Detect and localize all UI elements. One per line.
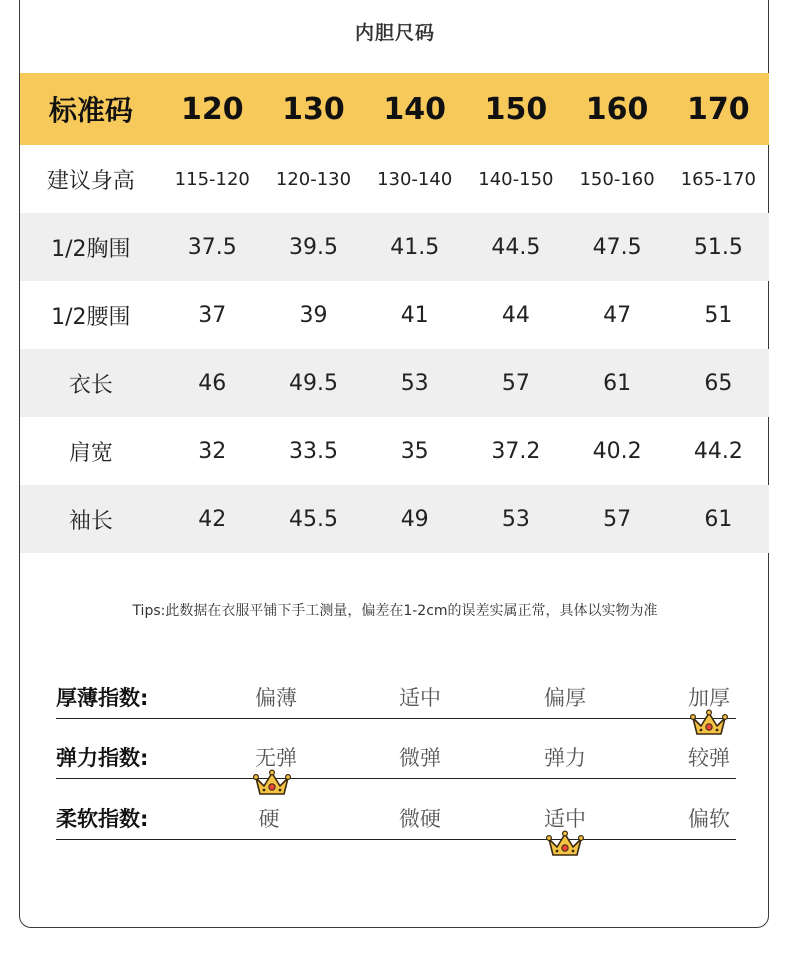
table-cell: 130-140: [377, 168, 453, 190]
index-option: 弹力: [544, 746, 586, 770]
table-cell: 35: [400, 438, 429, 464]
table-cell: 45.5: [289, 506, 338, 532]
row-label: 袖长: [68, 508, 113, 534]
table-row: [20, 349, 769, 417]
table-row: [20, 417, 769, 485]
elasticity-index: [56, 743, 736, 783]
table-cell: 46: [198, 370, 227, 396]
table-cell: 65: [704, 370, 733, 396]
table-header-row: [20, 73, 769, 145]
index-option: 加厚: [688, 686, 730, 710]
table-cell: 120-130: [275, 168, 352, 190]
table-cell: 41.5: [390, 234, 440, 260]
row-label: 1/2腰围: [51, 304, 131, 330]
table-cell: 53: [501, 506, 530, 532]
crown-icon: [690, 709, 728, 739]
index-label: 弹力指数:: [56, 746, 149, 770]
table-cell: 57: [603, 506, 632, 532]
table-row: [20, 281, 769, 349]
index-option: 较弹: [688, 746, 730, 770]
index-label: 厚薄指数:: [56, 686, 149, 710]
table-cell: 41: [400, 302, 429, 328]
table-cell: 140-150: [478, 168, 554, 190]
table-cell: 42: [198, 506, 227, 532]
index-option: 偏厚: [544, 686, 586, 710]
table-cell: 61: [603, 370, 632, 396]
table-cell: 150-160: [579, 168, 655, 190]
crown-icon: [546, 830, 584, 860]
table-cell: 49.5: [289, 370, 338, 396]
table-cell: 44: [501, 302, 530, 328]
table-cell: 53: [400, 370, 429, 396]
table-cell: 32: [198, 438, 227, 464]
thickness-index: [56, 683, 736, 723]
table-cell: 40.2: [592, 438, 642, 464]
table-cell: 39: [299, 302, 328, 328]
table-cell: 165-170: [680, 168, 756, 190]
index-option: 硬: [258, 807, 280, 831]
index-label: 柔软指数:: [56, 807, 149, 831]
table-cell: 57: [501, 370, 530, 396]
table-cell: 37.5: [187, 234, 237, 260]
index-scale-line: [56, 839, 736, 840]
index-scale-line: [56, 718, 736, 719]
index-option: 无弹: [255, 746, 297, 770]
table-cell: 44.5: [491, 234, 541, 260]
index-scale-line: [56, 778, 736, 779]
header-cell: 150: [484, 91, 548, 127]
table-cell: 33.5: [289, 438, 338, 464]
index-option: 偏软: [688, 807, 730, 831]
crown-icon: [253, 769, 291, 799]
table-cell: 51.5: [693, 234, 743, 260]
table-cell: 49: [400, 506, 429, 532]
table-cell: 61: [704, 506, 733, 532]
row-label: 1/2胸围: [51, 236, 131, 262]
header-cell: 170: [687, 91, 750, 127]
table-cell: 37: [198, 302, 227, 328]
table-cell: 115-120: [174, 168, 250, 190]
index-option: 偏薄: [255, 686, 297, 710]
softness-index: [56, 804, 736, 844]
index-option: 适中: [544, 807, 586, 831]
index-option: 微硬: [399, 807, 441, 831]
header-cell: 120: [180, 91, 244, 127]
table-cell: 37.2: [491, 438, 541, 464]
header-cell: 140: [383, 91, 446, 127]
table-cell: 51: [704, 302, 733, 328]
size-table: [20, 73, 769, 553]
index-option: 适中: [399, 686, 441, 710]
index-option: 微弹: [399, 746, 441, 770]
row-label: 衣长: [68, 372, 113, 398]
table-row: [20, 213, 769, 281]
table-row: [20, 485, 769, 553]
table-cell: 47: [603, 302, 632, 328]
header-cell: 130: [282, 91, 345, 127]
tips-note: Tips:此数据在衣服平铺下手工测量，偏差在1-2cm的误差实属正常，具体以实物为准: [132, 603, 658, 619]
page-title: 内胆尺码: [354, 22, 435, 44]
header-cell: 标准码: [48, 94, 133, 127]
table-cell: 47.5: [592, 234, 642, 260]
table-cell: 39.5: [289, 234, 338, 260]
row-label: 肩宽: [68, 440, 113, 466]
header-cell: 160: [585, 91, 649, 127]
table-cell: 44.2: [693, 438, 743, 464]
table-row: [20, 145, 769, 213]
row-label: 建议身高: [46, 168, 135, 194]
